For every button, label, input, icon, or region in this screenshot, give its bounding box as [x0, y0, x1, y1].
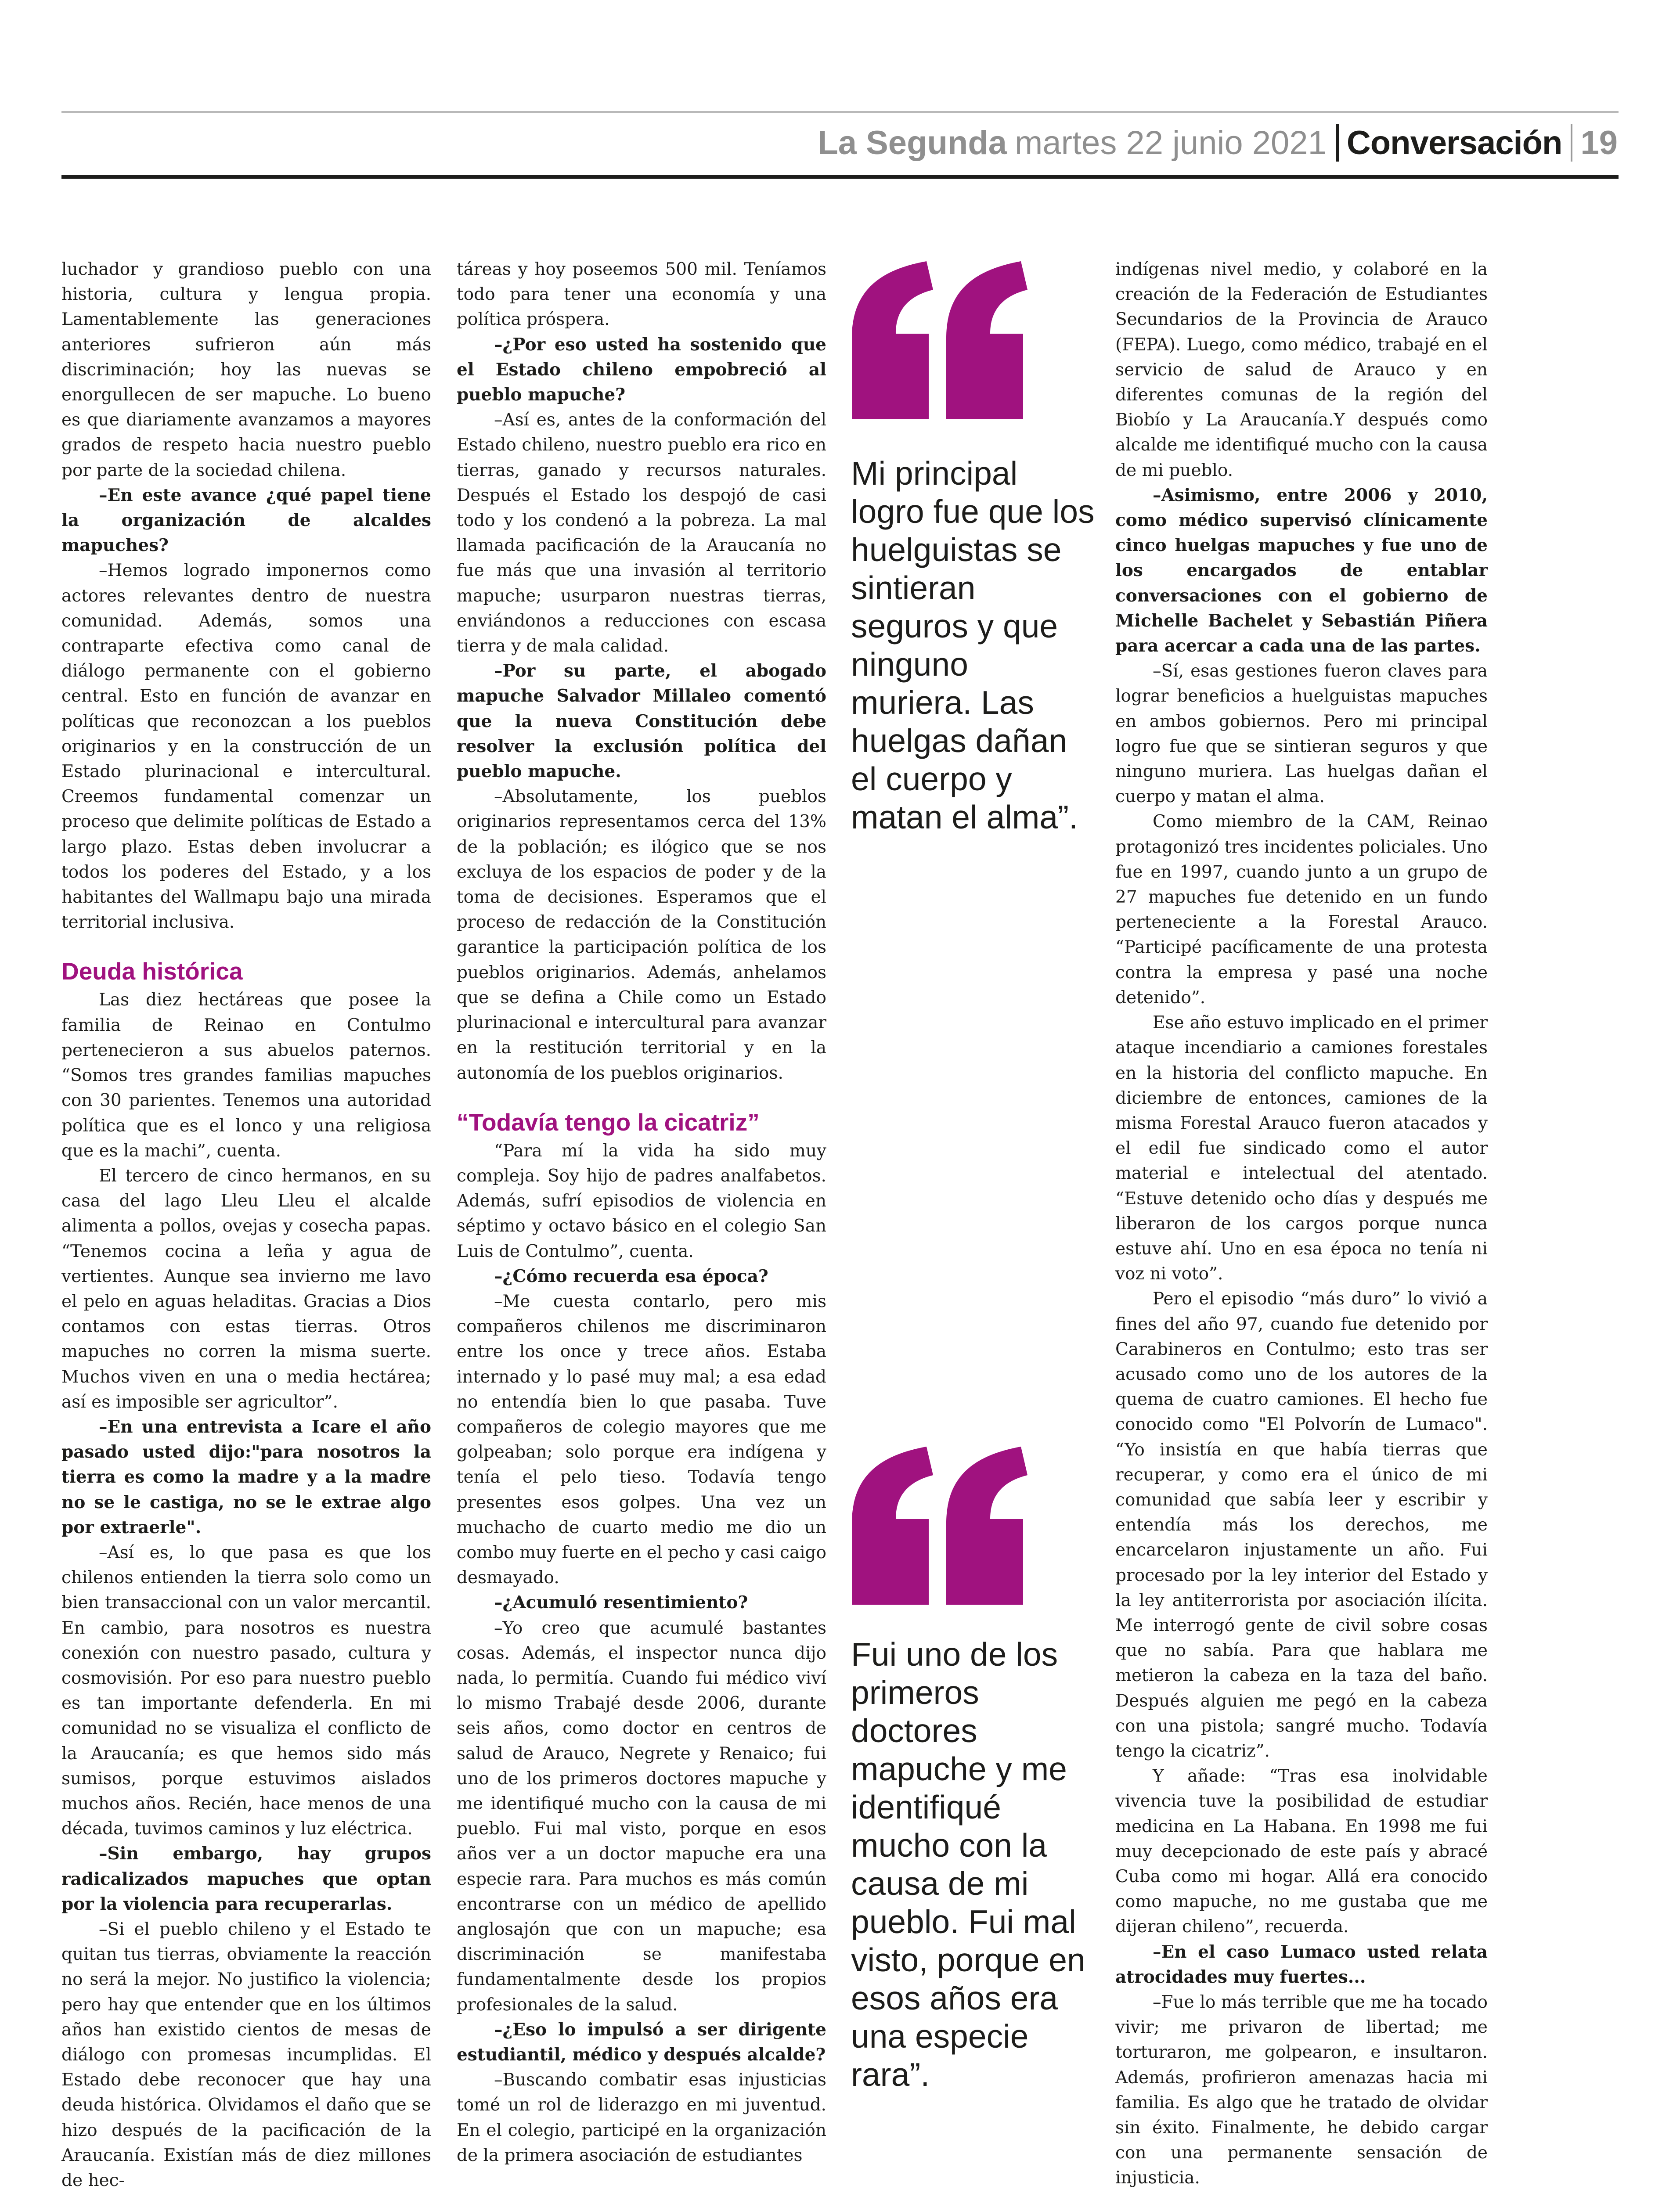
- issue-date: martes 22 junio 2021: [1015, 124, 1327, 162]
- masthead-divider-thin: [1571, 124, 1572, 162]
- publication-name: La Segunda: [818, 124, 1007, 162]
- subheading-cicatriz: “Todavía tengo la cicatriz”: [457, 1108, 760, 1136]
- paragraph: –Buscando combatir esas injusticias tomé un rol de liderazgo en mi juventud. En el colegio, participé en la organización de la primera asociación de estudiantes: [457, 2070, 826, 2165]
- page-number: 19: [1580, 124, 1618, 162]
- paragraph: Pero el episodio “más duro” lo vivió a fines del año 97, cuando fue detenido por Carabineros en Contulmo; esto tras ser acusado como uno de los autores de la quema de cuatro camiones. El hecho fue conocido como "El Polvorín de Lumaco". “Yo insistía en que había tierras que recuperar, y como era el único de mi comunidad que sabía leer y escribir y entendía más los derechos, me encarcelaron injustamente un año. Fui procesado por la ley interior del Estado y la ley antiterrorista por asociación ilícita. Me interrogó gente de civil sobre cosas que no sabía. Para que hablara me metieron la cabeza en la taza del baño. Después alguien me pegó en la cabeza con una pistola; sangré mucho. Todavía tengo la cicatriz”.: [1115, 1289, 1488, 1761]
- paragraph: táreas y hoy poseemos 500 mil. Teníamos todo para tener una economía y una política próspera.: [457, 259, 826, 330]
- paragraph: Ese año estuvo implicado en el primer ataque incendiario a camiones forestales en la historia del conflicto mapuche. En diciembre de entonces, camiones de la misma Forestal Arauco fueron atacados y el edil fue sindicado como el autor material e intelectual del atentado. “Estuve detenido ocho días y después me liberaron de los cargos porque nunca estuve ahí. Uno en esa época no tenía ni voz ni voto”.: [1115, 1013, 1488, 1284]
- pull-quote-1: Mi principal logro fue que los huelguistas se sintieran seguros y que ninguno muriera. Las huelgas dañan el cuerpo y matan el alma”.: [851, 455, 1095, 835]
- interview-question: –Por su parte, el abogado mapuche Salvador Millaleo comentó que la nueva Constitución debe resolver la exclusión política del pueblo mapuche.: [457, 661, 826, 782]
- paragraph: El tercero de cinco hermanos, en su casa del lago Lleu Lleu el alcalde alimenta a pollos, ovejas y cosecha papas. “Tenemos cocina a leña y agua de vertientes. Aunque sea invierno me lavo el pelo en aguas heladitas. Gracias a Dios contamos con estas tierras. Otros mapuches no corren la misma suerte. Muchos viven en una o media hectárea; así es imposible ser agricultor”.: [61, 1166, 431, 1412]
- interview-question: –¿Acumuló resentimiento?: [494, 1592, 748, 1613]
- interview-question: –¿Por eso usted ha sostenido que el Estado chileno empobreció al pueblo mapuche?: [457, 334, 826, 405]
- paragraph: –Si el pueblo chileno y el Estado te quitan tus tierras, obviamente la reacción no será la mejor. No justifico la violencia; pero hay que entender que en los últimos años han existido cientos de mesas de diálogo con promesas incumplidas. El Estado debe reconocer que hay una deuda histórica. Olvidamos el daño que se hizo después de la pacificación de la Araucanía. Existían más de diez millones de hec-: [61, 1919, 431, 2191]
- subheading-deuda-historica: Deuda histórica: [61, 958, 243, 985]
- article-column-2: [457, 257, 826, 2165]
- masthead-divider: [1336, 124, 1339, 162]
- paragraph: –Hemos logrado imponernos como actores relevantes dentro de nuestra comunidad. Además, somos una contraparte efectiva como canal de diálogo permanente con el gobierno central. Esto en función de avanzar en políticas que reconozcan a los pueblos originarios y en la construcción de un Estado plurinacional e intercultural. Creemos fundamental comenzar un proceso que delimite políticas de Estado a largo plazo. Estas deben involucrar a todos los poderes del Estado, y a los habitantes del Wallmapu bajo una mirada territorial inclusiva.: [61, 561, 431, 933]
- interview-question: –¿Cómo recuerda esa época?: [494, 1266, 768, 1286]
- quote-mark-icon: [852, 1447, 1027, 1605]
- interview-question: –En una entrevista a Icare el año pasado usted dijo:"para nosotros la tierra es como la madre y a la madre no se le castiga, no se le extrae algo por extraerle".: [61, 1416, 431, 1538]
- article-column-4: [1115, 257, 1488, 2188]
- interview-question: –Sin embargo, hay grupos radicalizados mapuches que optan por la violencia para recuperarlas.: [61, 1844, 431, 1914]
- interview-question: –¿Eso lo impulsó a ser dirigente estudiantil, médico y después alcalde?: [457, 2019, 826, 2065]
- header-bottom-rule: [61, 175, 1619, 179]
- paragraph: –Fue lo más terrible que me ha tocado vivir; me privaron de libertad; me torturaron, me golpearon, e insultaron. Además, profirieron amenazas hacia mi familia. Es algo que he tratado de olvidar sin éxito. Finalmente, he debido cargar con una permanente sensación de injusticia.: [1115, 1992, 1488, 2188]
- paragraph: indígenas nivel medio, y colaboré en la creación de la Federación de Estudiantes Secundarios de la Provincia de Arauco (FEPA). Luego, como médico, trabajé en el servicio de salud de Arauco y en diferentes comunas de la región del Biobío y La Araucanía.Y después como alcalde me identifiqué mucho con la causa de mi pueblo.: [1115, 259, 1488, 480]
- paragraph: Como miembro de la CAM, Reinao protagonizó tres incidentes policiales. Uno fue en 1997, cuando junto a un grupo de 27 mapuches fue detenido en un fundo perteneciente a la Forestal Arauco. “Participé pacíficamente de una protesta contra la empresa y pasé una noche detenido”.: [1115, 812, 1488, 1008]
- paragraph: “Para mí la vida ha sido muy compleja. Soy hijo de padres analfabetos. Además, sufrí episodios de violencia en séptimo y octavo básico en el colegio San Luis de Contulmo”, cuenta.: [457, 1141, 826, 1261]
- article-column-1: [61, 257, 431, 2191]
- paragraph: –Me cuesta contarlo, pero mis compañeros chilenos me discriminaron entre los once y trece años. Estaba internado y lo pasé muy mal; a esa edad no entendía bien lo que pasaba. Tuve compañeros de colegio mayores que me golpeaban; solo porque era indígena y tenía el pelo tieso. Todavía tengo presentes esos golpes. Una vez un muchacho de cuarto medio me dio un combo muy fuerte en el pecho y casi caigo desmayado.: [457, 1291, 826, 1588]
- paragraph: –Así es, lo que pasa es que los chilenos entienden la tierra solo como un bien transaccional con un valor mercantil. En cambio, para nosotros es nuestra conexión con nuestro pasado, cultura y cosmovisión. Por eso para nuestro pueblo es tan importante defenderla. En mi comunidad no se visualiza el conflicto de la Araucanía; es que hemos sido más sumisos, porque estuvimos aislados muchos años. Recién, hace menos de una década, tuvimos caminos y luz eléctrica.: [61, 1542, 431, 1839]
- paragraph: luchador y grandioso pueblo con una historia, cultura y lengua propia. Lamentablemente las generaciones anteriores sufrieron aún más discriminación; hoy las nuevas se enorgullecen de ser mapuche. Lo bueno es que diariamente avanzamos a mayores grados de respeto hacia nuestro pueblo por parte de la sociedad chilena.: [61, 259, 431, 480]
- paragraph: Las diez hectáreas que posee la familia de Reinao en Contulmo pertenecieron a sus abuelos paternos. “Somos tres grandes familias mapuches con 30 parientes. Tenemos una autoridad política que es el lonco y una religiosa que es la machi”, cuenta.: [61, 990, 431, 1161]
- paragraph: –Absolutamente, los pueblos originarios representamos cerca del 13% de la población; es ilógico que se nos excluya de los espacios de poder y de la toma de decisiones. Esperamos que el proceso de redacción de la Constitución garantice la participación política de los pueblos originarios. Además, anhelamos que se defina a Chile como un Estado plurinacional e intercultural para avanzar en la restitución territorial y en la autonomía de los pueblos originarios.: [457, 787, 826, 1083]
- masthead: [818, 119, 1618, 166]
- paragraph: Y añade: “Tras esa inolvidable vivencia tuve la posibilidad de estudiar medicina en La Habana. En 1998 me fui muy decepcionado de este país y abracé Cuba como mi hogar. Allá era conocido como mapuche, no me gustaba que me dijeran chileno”, recuerda.: [1115, 1766, 1488, 1937]
- interview-question: –Asimismo, entre 2006 y 2010, como médico supervisó clínicamente cinco huelgas mapuches y fue uno de los encargados de entablar conversaciones con el gobierno de Michelle Bachelet y Sebastián Piñera para acercar a cada una de las partes.: [1115, 485, 1488, 656]
- quote-mark-icon: [852, 261, 1027, 419]
- paragraph: –Sí, esas gestiones fueron claves para lograr beneficios a huelguistas mapuches en ambos gobiernos. Pero mi principal logro fue que se sintieran seguros y que ninguno muriera. Las huelgas dañan el cuerpo y matan el alma.: [1115, 661, 1488, 807]
- pull-quote-2: Fui uno de los primeros doctores mapuche y me identifiqué mucho con la causa de mi pueblo. Fui mal visto, porque en esos años era una especie rara”.: [851, 1636, 1085, 2093]
- paragraph: –Así es, antes de la conformación del Estado chileno, nuestro pueblo era rico en tierras, ganado y recursos naturales. Después el Estado los despojó de casi todo y los condenó a la pobreza. La mal llamada pacificación de la Araucanía no fue más que una invasión al territorio mapuche; usurparon nuestras tierras, enviándonos a reducciones con escasa tierra y de mala calidad.: [457, 410, 826, 656]
- header-top-rule: [61, 111, 1619, 113]
- interview-question: –En el caso Lumaco usted relata atrocidades muy fuertes...: [1115, 1941, 1488, 1987]
- paragraph: –Yo creo que acumulé bastantes cosas. Además, el inspector nunca dijo nada, lo permitía. Cuando fui médico viví lo mismo Trabajé desde 2006, durante seis años, como doctor en centros de salud de Arauco, Negrete y Renaico; fui uno de los primeros doctores mapuche y me identifiqué mucho con la causa de mi pueblo. Fui mal visto, porque en esos años ver a un doctor mapuche era una especie rara. Para muchos es más común encontrarse con un médico de apellido anglosajón que con un mapuche; esa discriminación se manifestaba fundamentalmente desde los propios profesionales de la salud.: [457, 1618, 826, 2015]
- section-name: Conversación: [1346, 124, 1562, 162]
- interview-question: –En este avance ¿qué papel tiene la organización de alcaldes mapuches?: [61, 485, 431, 556]
